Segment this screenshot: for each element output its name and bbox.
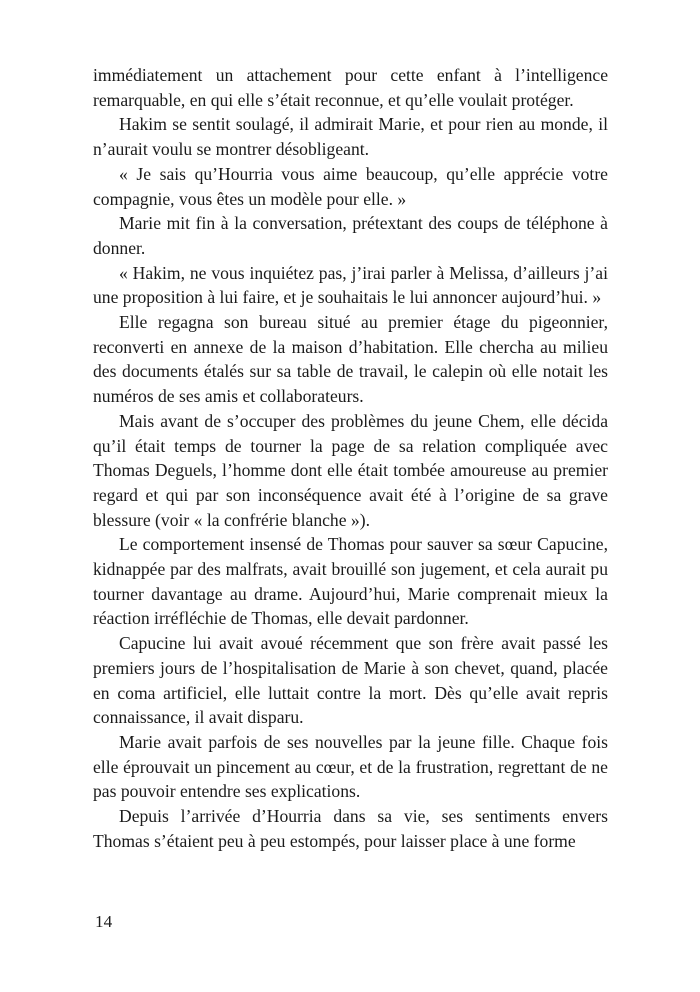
- paragraph: Depuis l’arrivée d’Hourria dans sa vie, ses sentiments envers Thomas s’étaient peu à peu estompés, pour laisser place à une forme: [93, 806, 608, 851]
- paragraph: Mais avant de s’occuper des problèmes du jeune Chem, elle décida qu’il était temps de tourner la page de sa relation compliquée avec Thomas Deguels, l’homme dont elle était tombée amoureuse au premier regard et qui par son inconséquence avait été à l’origine de sa grave blessure (voir « la confrérie blanche »).: [93, 410, 608, 530]
- paragraph: immédiatement un attachement pour cette enfant à l’intelligence remarquable, en qui elle s’était reconnue, et qu’elle voulait protéger.: [93, 65, 608, 110]
- paragraph: « Je sais qu’Hourria vous aime beaucoup, qu’elle apprécie votre compagnie, vous êtes un modèle pour elle. »: [93, 163, 608, 209]
- paragraph: Le comportement insensé de Thomas pour sauver sa sœur Capucine, kidnappée par des malfrats, avait brouillé son jugement, et cela aurait pu tourner davantage au drame. Aujourd’hui, Marie comprenait mieux la réaction irréfléchie de Thomas, elle devait pardonner.: [93, 534, 608, 629]
- paragraph: Elle regagna son bureau situé au premier étage du pigeonnier, reconverti en annexe de la maison d’habitation. Elle chercha au milieu des documents étalés sur sa table de travail, le calepin où elle notait les numéros de ses amis et collaborateurs.: [93, 312, 608, 407]
- page-text-block: [93, 63, 608, 854]
- paragraph: Hakim se sentit soulagé, il admirait Marie, et pour rien au monde, il n’aurait voulu se montrer désobligeant.: [93, 114, 608, 160]
- paragraph: « Hakim, ne vous inquiétez pas, j’irai parler à Melissa, d’ailleurs j’ai une proposition à lui faire, et je souhaitais le lui annoncer aujourd’hui. »: [93, 262, 608, 308]
- paragraph: Marie avait parfois de ses nouvelles par la jeune fille. Chaque fois elle éprouvait un pincement au cœur, et de la frustration, regrettant de ne pas pouvoir entendre ses explications.: [93, 731, 608, 802]
- page-number: 14: [95, 912, 113, 931]
- paragraph: Marie mit fin à la conversation, prétextant des coups de téléphone à donner.: [93, 213, 608, 258]
- paragraph: Capucine lui avait avoué récemment que son frère avait passé les premiers jours de l’hospitalisation de Marie à son chevet, quand, placée en coma artificiel, elle luttait contre la mort. Dès qu’elle avait repris connaissance, il avait disparu.: [93, 633, 608, 728]
